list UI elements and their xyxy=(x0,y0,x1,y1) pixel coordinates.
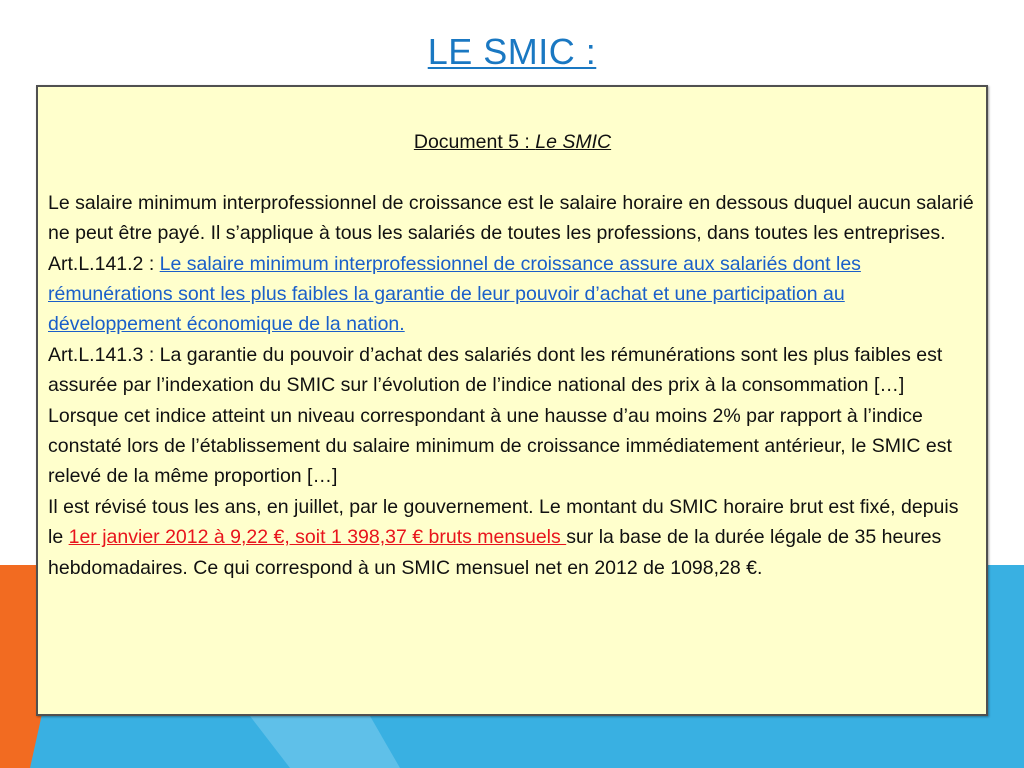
document-heading xyxy=(48,127,977,157)
revision-text-start: Il est révisé tous les ans, en juillet, par le gouvernement. Le montant du SMIC horaire brut est fixé, depuis le xyxy=(48,495,959,549)
paragraph-definition: Le salaire minimum interprofessionnel de croissance est le salaire horaire en dessous duquel aucun salarié ne peut être payé. Il s’applique à tous les salariés de toutes les professions, dans toutes les entreprises. xyxy=(48,191,974,245)
article-141-2-link[interactable]: Le salaire minimum interprofessionnel de croissance assure aux salariés dont les rémunérations sont les plus faibles la garantie de leur pouvoir d’achat et une participation au développement économique de la nation. xyxy=(48,252,861,336)
paragraph-article-141-2 xyxy=(48,249,977,340)
spacer xyxy=(48,157,977,187)
article-141-2-prefix: Art.L.141.2 : xyxy=(48,252,160,275)
document-heading-italic: Le SMIC xyxy=(535,131,612,153)
document-box xyxy=(36,85,988,716)
paragraph-article-141-3: Art.L.141.3 : La garantie du pouvoir d’achat des salariés dont les rémunérations sont les plus faibles est assurée par l’indexation du SMIC sur l’évolution de l’indice national des prix à la consommation […] xyxy=(48,343,943,397)
paragraph-revision xyxy=(48,492,977,583)
paragraph-indexation: Lorsque cet indice atteint un niveau correspondant à une hausse d’au moins 2% par rapport à l’indice constaté lors de l’établissement du salaire minimum de croissance immédiatement antérieur, le SMIC est relevé de la même proportion […] xyxy=(48,404,952,488)
slide-title: LE SMIC : xyxy=(427,31,597,72)
document-heading-prefix: Document 5 : xyxy=(413,131,536,153)
revision-text-end: sur la base de la durée légale de 35 heures hebdomadaires. Ce qui correspond à un SMIC mensuel net en 2012 de 1098,28 €. xyxy=(48,526,942,579)
smic-amount-link[interactable]: 1er janvier 2012 à 9,22 €, soit 1 398,37 € bruts mensuels xyxy=(68,526,567,549)
